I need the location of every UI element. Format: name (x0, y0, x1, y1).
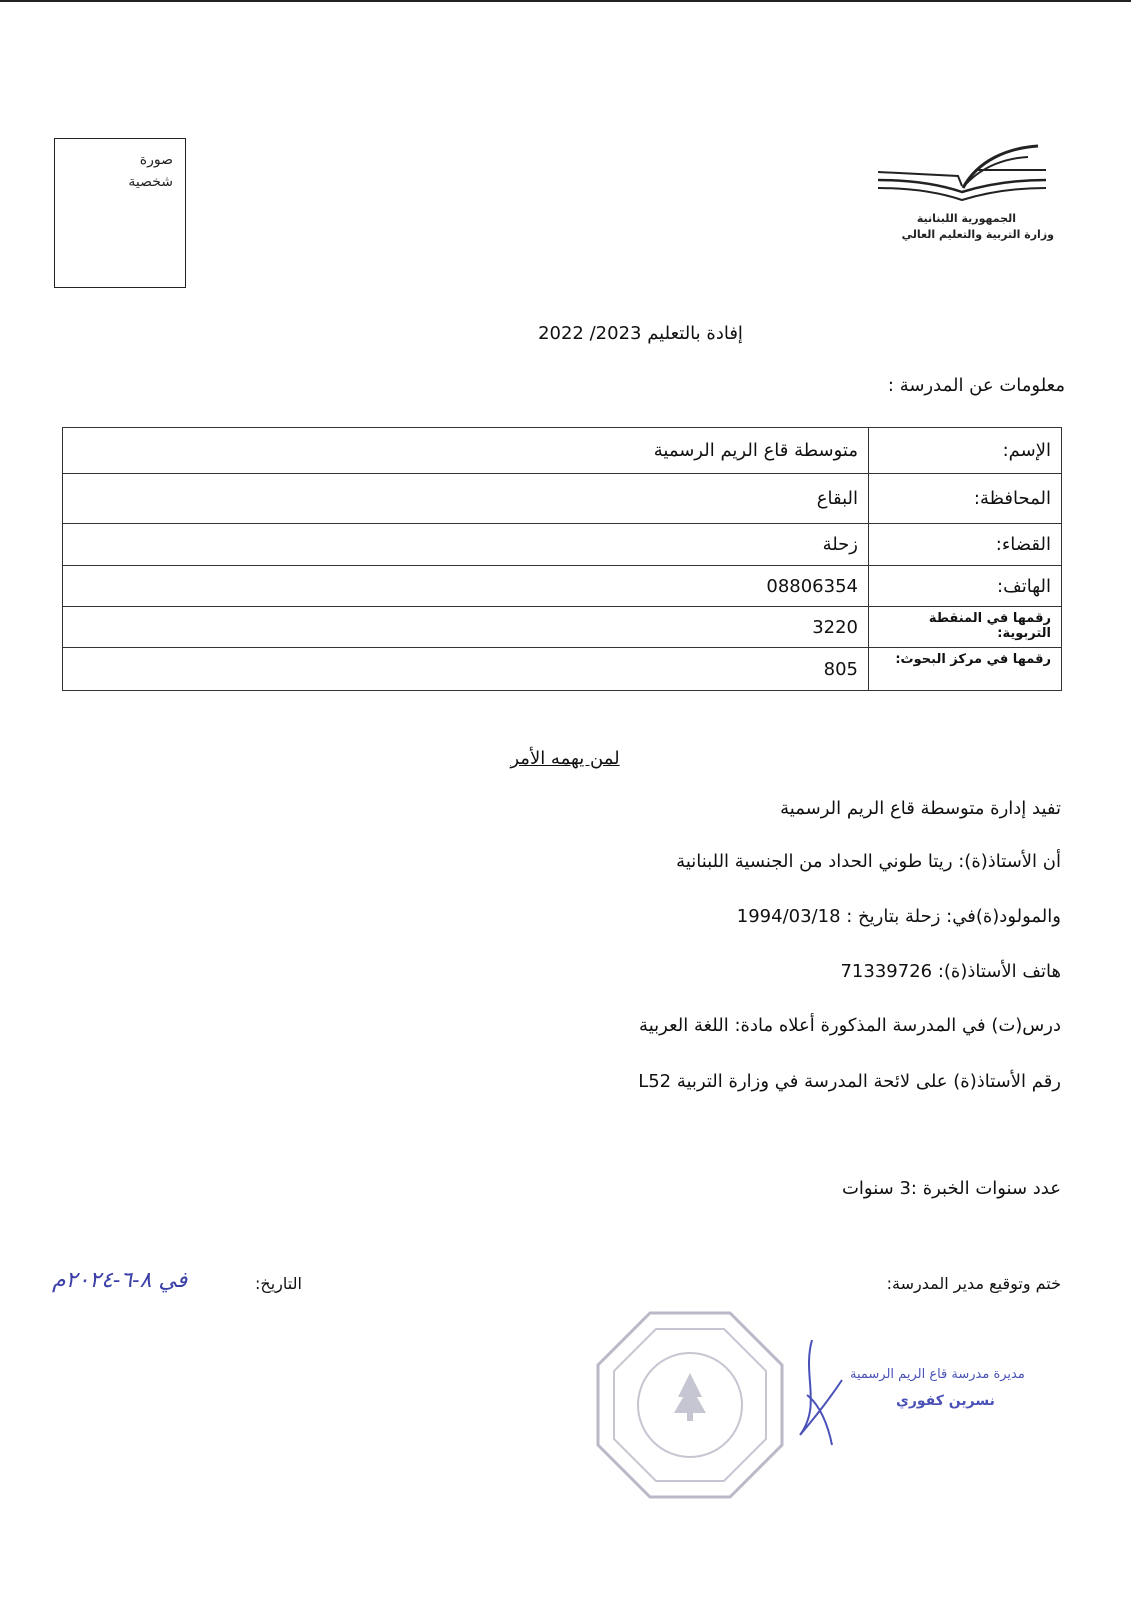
school-stamp (590, 1305, 790, 1505)
certificate-line-5: درس(ت) في المدرسة المذكورة أعلاه مادة: اللغة العربية (639, 1015, 1061, 1036)
school-info-row (63, 607, 1062, 648)
certificate-line-6: رقم الأستاذ(ة) على لائحة المدرسة في وزارة التربية L52 (638, 1071, 1061, 1092)
ministry-logo (868, 140, 1068, 250)
principal-signature-label: ختم وتوقيع مدير المدرسة: (886, 1274, 1061, 1293)
logo-text-ministry: وزارة التربية والتعليم العالي (901, 228, 1054, 241)
research-center-number-value: 805 (63, 648, 869, 691)
educational-zone-number-label: رقمها في المنقطة التربوية: (869, 607, 1062, 648)
photo-box-label (128, 149, 173, 193)
principal-name-stamp (850, 1362, 1025, 1414)
principal-signature (792, 1335, 852, 1455)
certificate-line-2: أن الأستاذ(ة): ريتا طوني الحداد من الجنسية اللبنانية (676, 851, 1061, 872)
school-name-value: متوسطة قاع الريم الرسمية (63, 428, 869, 474)
school-name-label: الإسم: (869, 428, 1062, 474)
district-value: زحلة (63, 524, 869, 566)
governorate-label: المحافظة: (869, 474, 1062, 524)
research-center-number-label: رقمها في مركز البحوث: (869, 648, 1062, 691)
phone-value: 08806354 (63, 566, 869, 607)
governorate-value: البقاع (63, 474, 869, 524)
open-book-icon (878, 140, 1048, 210)
photo-label-line2: شخصية (128, 174, 173, 190)
educational-zone-number-value: 3220 (63, 607, 869, 648)
school-info-heading: معلومات عن المدرسة : (887, 375, 1065, 396)
certificate-line-1: تفيد إدارة متوسطة قاع الريم الرسمية (780, 798, 1061, 819)
school-info-row (63, 474, 1062, 524)
handwritten-date: في ٨-٦-٢٠٢٤م (52, 1268, 188, 1293)
page-top-border (0, 0, 1131, 2)
district-label: القضاء: (869, 524, 1062, 566)
school-info-row (63, 566, 1062, 607)
certificate-line-7: عدد سنوات الخبرة :3 سنوات (841, 1178, 1061, 1199)
certificate-line-4: هاتف الأستاذ(ة): 71339726 (840, 961, 1061, 982)
school-info-table (62, 427, 1062, 691)
date-label: التاريخ: (255, 1274, 302, 1293)
photo-label-line1: صورة (139, 152, 173, 168)
to-whom-it-may-concern: لمن يهمه الأمر (510, 748, 620, 769)
document-title-text: إفادة بالتعليم 2023/ 2022 (538, 323, 743, 344)
school-info-row (63, 524, 1062, 566)
school-info-row (63, 648, 1062, 691)
document-title (0, 323, 1131, 344)
school-info-row (63, 428, 1062, 474)
phone-label: الهاتف: (869, 566, 1062, 607)
stamp-name-line: نسرين كفوري (896, 1393, 995, 1409)
logo-text-republic: الجمهورية اللبنانية (916, 212, 1016, 225)
stamp-title-line: مديرة مدرسة قاع الريم الرسمية (850, 1367, 1025, 1382)
personal-photo-box (54, 138, 186, 288)
certificate-line-3: والمولود(ة)في: زحلة بتاريخ : 1994/03/18 (736, 906, 1061, 927)
